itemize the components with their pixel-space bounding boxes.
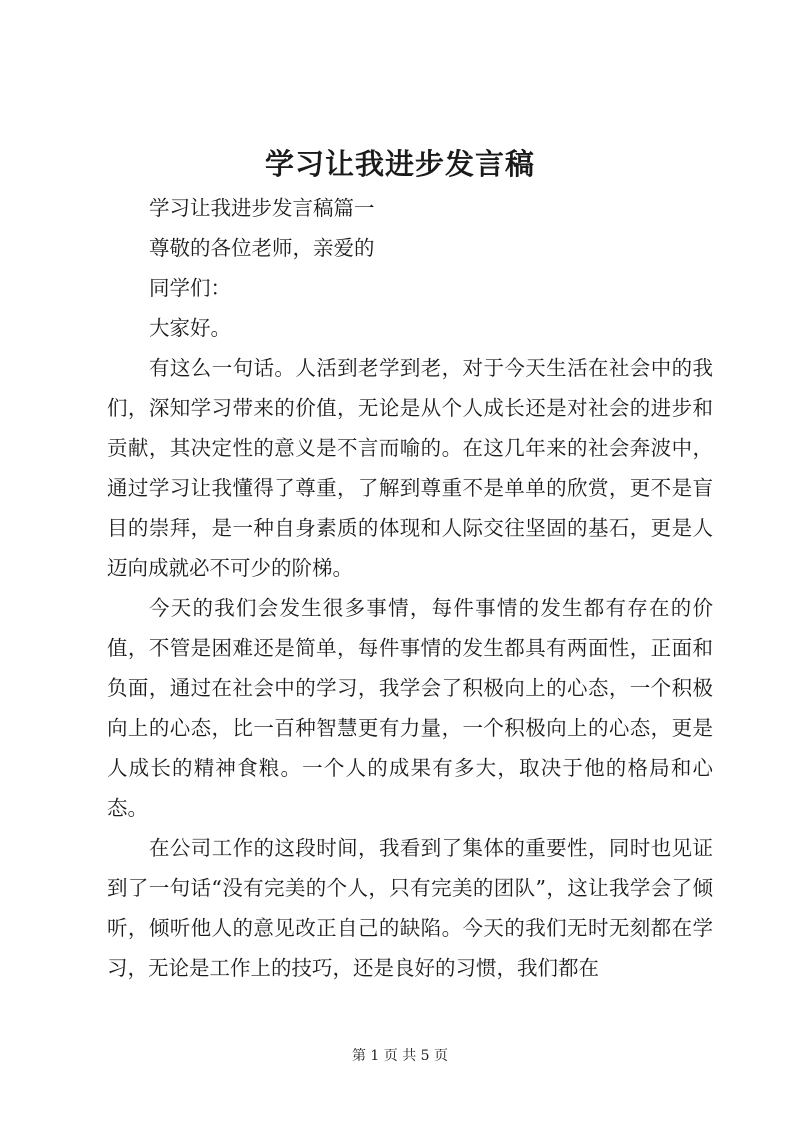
document-body <box>107 188 713 988</box>
paragraph: 在公司工作的这段时间，我看到了集体的重要性，同时也见证到了一句话“没有完美的个人，只有完美的团队”，这让我学会了倾听，倾听他人的意见改正自己的缺陷。今天的我们无时无刻都在学习，无论是工作上的技巧，还是良好的习惯，我们都在 <box>107 836 713 980</box>
salutation-line-1: 尊敬的各位老师，亲爱的 <box>149 236 375 260</box>
paragraph: 今天的我们会发生很多事情，每件事情的发生都有存在的价值，不管是困难还是简单，每件事情的发生都具有两面性，正面和负面，通过在社会中的学习，我学会了积极向上的心态，一个积极向上的心态，比一百种智慧更有力量，一个积极向上的心态，更是人成长的精神食粮。一个人的成果有多大，取决于他的格局和心态。 <box>107 596 713 820</box>
subtitle: 学习让我进步发言稿篇一 <box>149 196 375 220</box>
page-title: 学习让我进步发言稿 <box>264 147 535 181</box>
page-footer: 第 1 页 共 5 页 <box>351 1048 449 1064</box>
greeting: 大家好。 <box>149 316 231 340</box>
salutation-line-2: 同学们： <box>149 276 231 300</box>
paragraph: 有这么一句话。人活到老学到老，对于今天生活在社会中的我们，深知学习带来的价值，无论是从个人成长还是对社会的进步和贡献，其决定性的意义是不言而喻的。在这几年来的社会奔波中，通过学习让我懂得了尊重，了解到尊重不是单单的欣赏，更不是盲目的崇拜，是一种自身素质的体现和人际交往坚固的基石，更是人迈向成就必不可少的阶梯。 <box>107 356 713 580</box>
